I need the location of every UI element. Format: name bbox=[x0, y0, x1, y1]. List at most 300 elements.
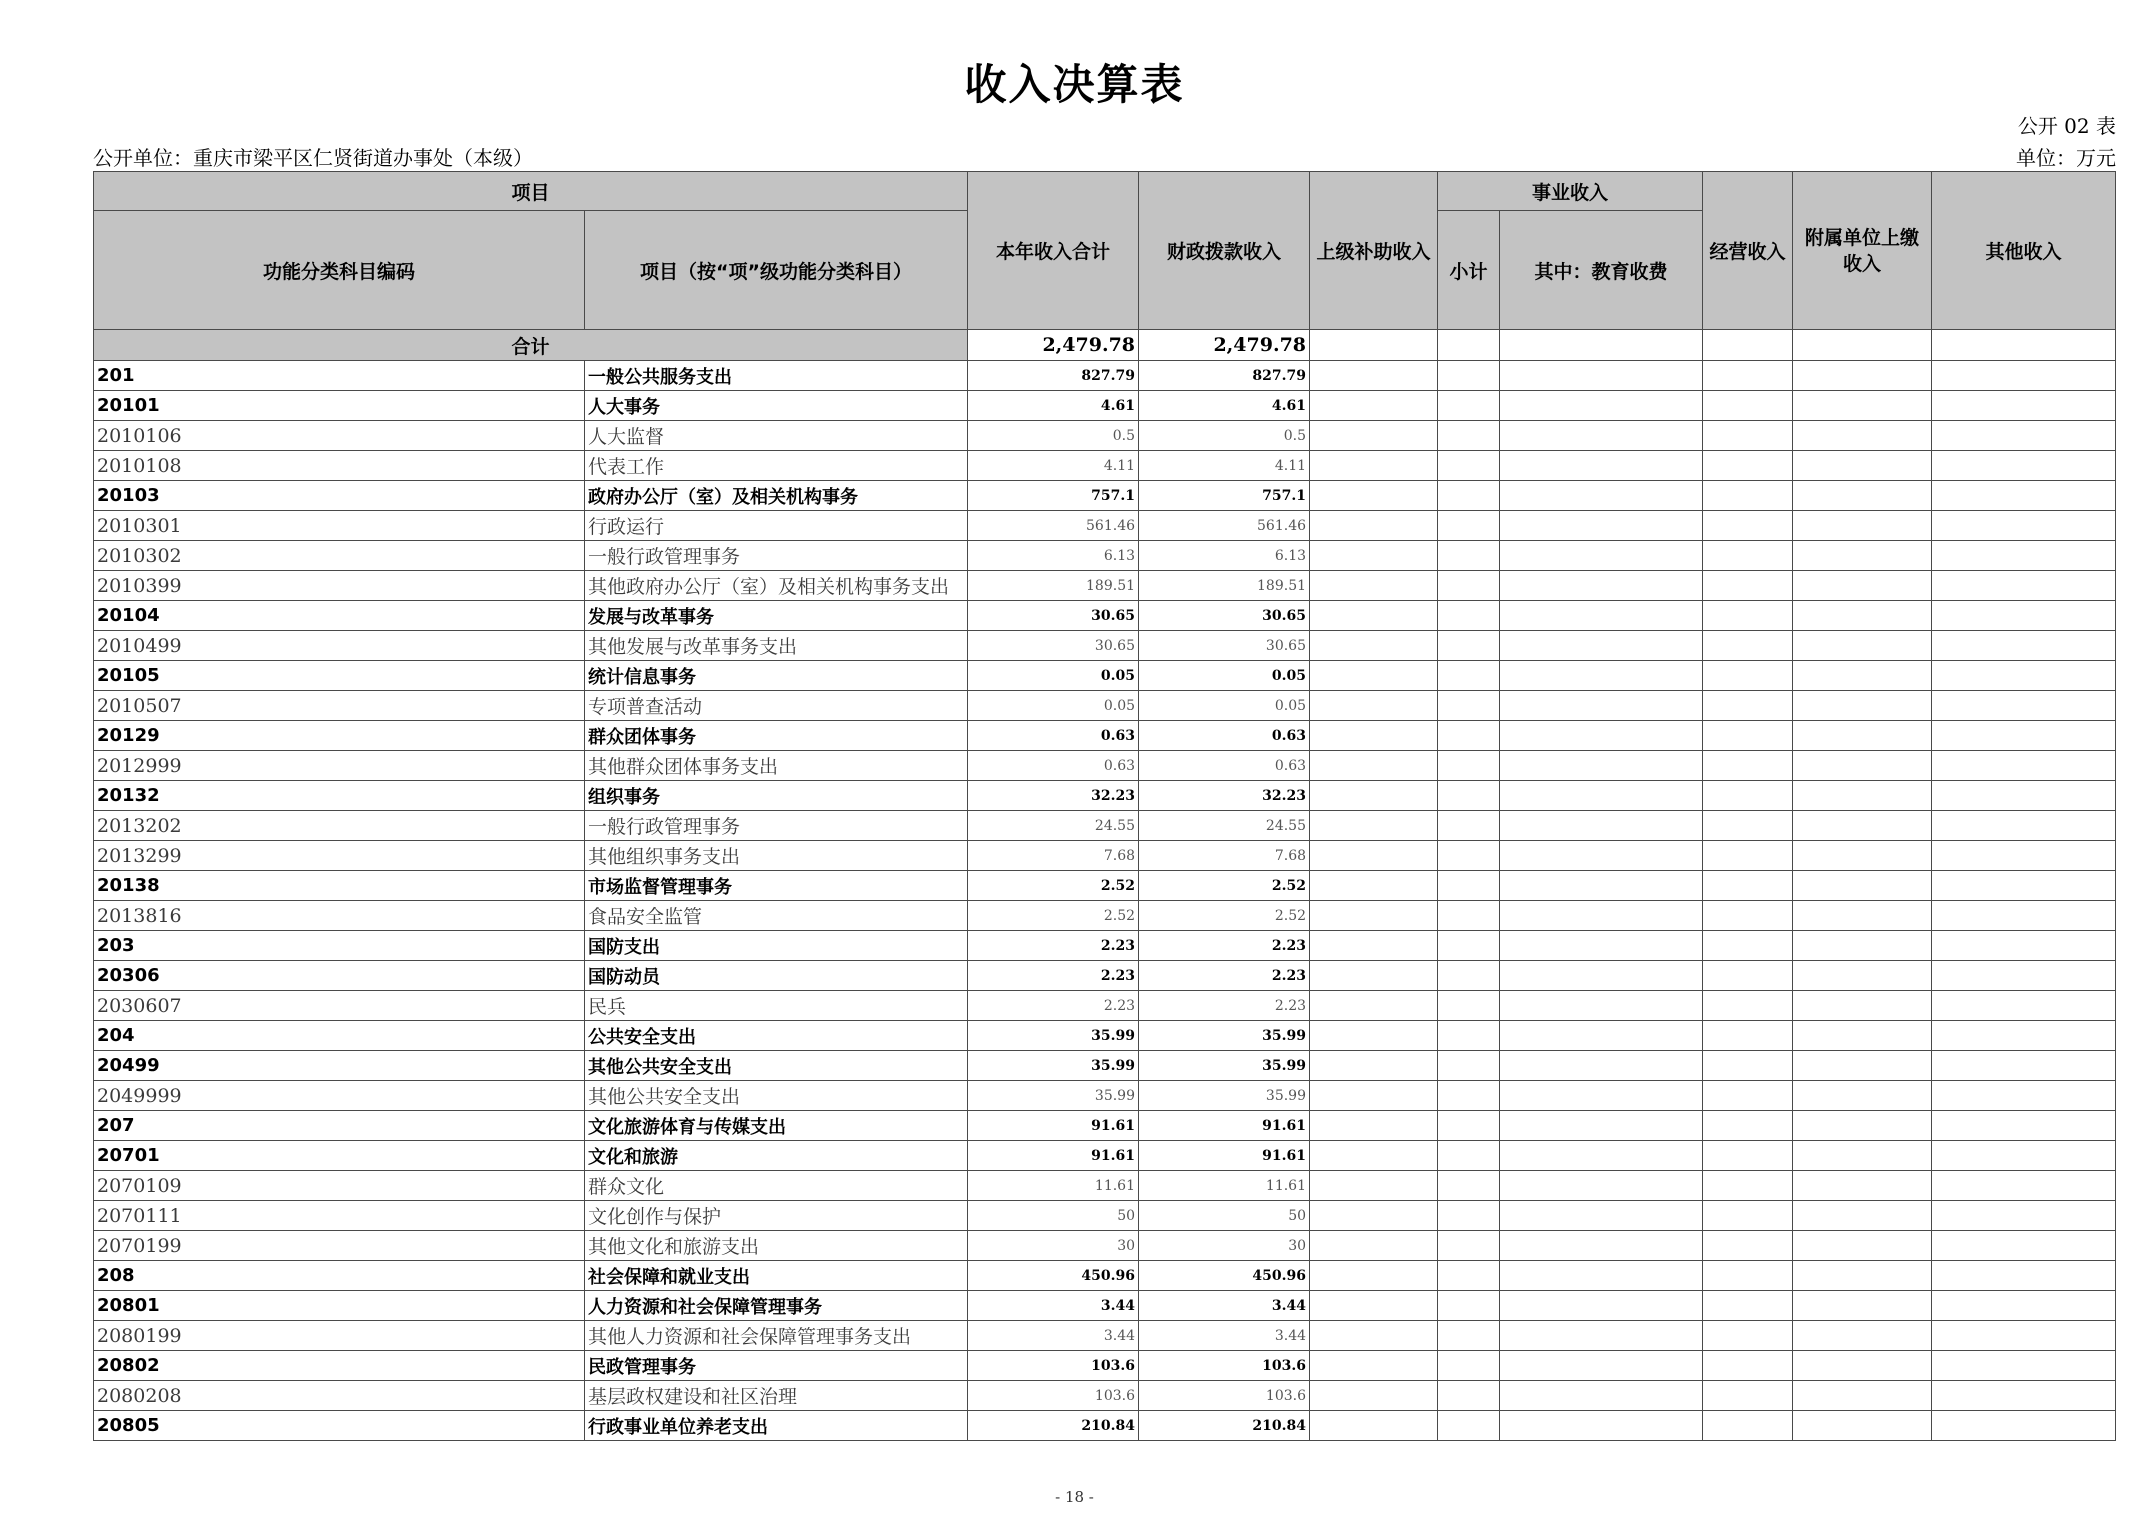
empty-cell bbox=[1438, 931, 1500, 961]
row-code: 20801 bbox=[94, 1291, 585, 1321]
row-code: 2010499 bbox=[94, 631, 585, 661]
empty-cell bbox=[1500, 931, 1703, 961]
empty-cell bbox=[1438, 811, 1500, 841]
empty-cell bbox=[1932, 1021, 2116, 1051]
empty-cell bbox=[1310, 721, 1438, 751]
empty-cell bbox=[1703, 811, 1793, 841]
empty-cell bbox=[1793, 841, 1932, 871]
row-code: 2013202 bbox=[94, 811, 585, 841]
empty-cell bbox=[1438, 1291, 1500, 1321]
empty-cell bbox=[1310, 661, 1438, 691]
row-fiscal-income: 30.65 bbox=[1139, 631, 1310, 661]
empty-cell bbox=[1703, 691, 1793, 721]
empty-cell bbox=[1932, 601, 2116, 631]
empty-cell bbox=[1438, 1111, 1500, 1141]
empty-cell bbox=[1793, 631, 1932, 661]
row-code: 204 bbox=[94, 1021, 585, 1051]
row-code: 2070111 bbox=[94, 1201, 585, 1231]
empty-cell bbox=[1438, 481, 1500, 511]
empty-cell bbox=[1500, 901, 1703, 931]
table-row bbox=[94, 901, 2116, 931]
table-row bbox=[94, 361, 2116, 391]
empty-cell bbox=[1793, 1051, 1932, 1081]
table-row bbox=[94, 1051, 2116, 1081]
row-total-income: 4.11 bbox=[968, 451, 1139, 481]
row-total-income: 2.23 bbox=[968, 931, 1139, 961]
row-item-name: 其他人力资源和社会保障管理事务支出 bbox=[585, 1321, 968, 1351]
empty-cell bbox=[1500, 571, 1703, 601]
row-total-income: 0.5 bbox=[968, 421, 1139, 451]
total-row bbox=[94, 330, 2116, 361]
row-fiscal-income: 3.44 bbox=[1139, 1291, 1310, 1321]
empty-cell bbox=[1500, 631, 1703, 661]
table-row bbox=[94, 421, 2116, 451]
empty-cell bbox=[1500, 721, 1703, 751]
table-row bbox=[94, 451, 2116, 481]
empty-cell bbox=[1500, 841, 1703, 871]
row-item-name: 文化创作与保护 bbox=[585, 1201, 968, 1231]
row-code: 2080199 bbox=[94, 1321, 585, 1351]
row-total-income: 7.68 bbox=[968, 841, 1139, 871]
empty-cell bbox=[1932, 1381, 2116, 1411]
empty-cell bbox=[1438, 1411, 1500, 1441]
empty-cell bbox=[1793, 1231, 1932, 1261]
row-total-income: 2.23 bbox=[968, 961, 1139, 991]
table-row bbox=[94, 781, 2116, 811]
empty-cell bbox=[1932, 751, 2116, 781]
empty-cell bbox=[1793, 541, 1932, 571]
empty-cell bbox=[1438, 1141, 1500, 1171]
empty-cell bbox=[1500, 511, 1703, 541]
row-total-income: 757.1 bbox=[968, 481, 1139, 511]
empty-cell bbox=[1703, 931, 1793, 961]
empty-cell bbox=[1932, 631, 2116, 661]
empty-cell bbox=[1500, 1081, 1703, 1111]
empty-cell bbox=[1793, 961, 1932, 991]
empty-cell bbox=[1500, 1171, 1703, 1201]
table-row bbox=[94, 1201, 2116, 1231]
empty-cell bbox=[1703, 330, 1793, 361]
table-row bbox=[94, 571, 2116, 601]
empty-cell bbox=[1500, 481, 1703, 511]
row-code: 20105 bbox=[94, 661, 585, 691]
empty-cell bbox=[1500, 1051, 1703, 1081]
empty-cell bbox=[1438, 330, 1500, 361]
row-total-income: 0.63 bbox=[968, 751, 1139, 781]
table-row bbox=[94, 1111, 2116, 1141]
empty-cell bbox=[1932, 391, 2116, 421]
empty-cell bbox=[1438, 1381, 1500, 1411]
row-item-name: 群众团体事务 bbox=[585, 721, 968, 751]
empty-cell bbox=[1500, 541, 1703, 571]
empty-cell bbox=[1310, 811, 1438, 841]
row-fiscal-income: 35.99 bbox=[1139, 1081, 1310, 1111]
empty-cell bbox=[1932, 1351, 2116, 1381]
empty-cell bbox=[1500, 811, 1703, 841]
empty-cell bbox=[1438, 901, 1500, 931]
empty-cell bbox=[1703, 871, 1793, 901]
row-total-income: 35.99 bbox=[968, 1021, 1139, 1051]
empty-cell bbox=[1793, 511, 1932, 541]
empty-cell bbox=[1932, 421, 2116, 451]
empty-cell bbox=[1932, 1051, 2116, 1081]
empty-cell bbox=[1310, 511, 1438, 541]
empty-cell bbox=[1703, 421, 1793, 451]
empty-cell bbox=[1310, 931, 1438, 961]
header-subtotal: 小计 bbox=[1438, 211, 1500, 330]
empty-cell bbox=[1500, 781, 1703, 811]
empty-cell bbox=[1438, 1171, 1500, 1201]
row-total-income: 50 bbox=[968, 1201, 1139, 1231]
row-total-income: 11.61 bbox=[968, 1171, 1139, 1201]
empty-cell bbox=[1703, 451, 1793, 481]
row-fiscal-income: 4.11 bbox=[1139, 451, 1310, 481]
empty-cell bbox=[1793, 751, 1932, 781]
row-total-income: 3.44 bbox=[968, 1321, 1139, 1351]
row-fiscal-income: 30.65 bbox=[1139, 601, 1310, 631]
row-code: 203 bbox=[94, 931, 585, 961]
empty-cell bbox=[1932, 871, 2116, 901]
empty-cell bbox=[1703, 1411, 1793, 1441]
empty-cell bbox=[1793, 330, 1932, 361]
empty-cell bbox=[1703, 1291, 1793, 1321]
empty-cell bbox=[1703, 1021, 1793, 1051]
empty-cell bbox=[1438, 1231, 1500, 1261]
header-fiscal: 财政拨款收入 bbox=[1139, 172, 1310, 330]
empty-cell bbox=[1438, 871, 1500, 901]
empty-cell bbox=[1793, 1201, 1932, 1231]
row-item-name: 统计信息事务 bbox=[585, 661, 968, 691]
empty-cell bbox=[1932, 1201, 2116, 1231]
empty-cell bbox=[1310, 1231, 1438, 1261]
empty-cell bbox=[1438, 661, 1500, 691]
table-row bbox=[94, 1411, 2116, 1441]
empty-cell bbox=[1500, 991, 1703, 1021]
empty-cell bbox=[1310, 1081, 1438, 1111]
reporting-unit: 公开单位：重庆市梁平区仁贤街道办事处（本级） bbox=[93, 146, 533, 170]
header-superior: 上级补助收入 bbox=[1310, 172, 1438, 330]
empty-cell bbox=[1793, 661, 1932, 691]
row-fiscal-income: 450.96 bbox=[1139, 1261, 1310, 1291]
empty-cell bbox=[1703, 1321, 1793, 1351]
row-fiscal-income: 0.05 bbox=[1139, 661, 1310, 691]
row-item-name: 民兵 bbox=[585, 991, 968, 1021]
row-code: 2030607 bbox=[94, 991, 585, 1021]
row-code: 20802 bbox=[94, 1351, 585, 1381]
table-row bbox=[94, 811, 2116, 841]
empty-cell bbox=[1932, 931, 2116, 961]
empty-cell bbox=[1500, 661, 1703, 691]
empty-cell bbox=[1310, 631, 1438, 661]
table-row bbox=[94, 1351, 2116, 1381]
row-item-name: 国防支出 bbox=[585, 931, 968, 961]
row-fiscal-income: 2.23 bbox=[1139, 961, 1310, 991]
header-name: 项目（按“项”级功能分类科目） bbox=[585, 211, 968, 330]
row-item-name: 发展与改革事务 bbox=[585, 601, 968, 631]
empty-cell bbox=[1932, 691, 2116, 721]
income-table bbox=[93, 171, 2116, 1441]
empty-cell bbox=[1310, 571, 1438, 601]
row-fiscal-income: 2.23 bbox=[1139, 931, 1310, 961]
empty-cell bbox=[1438, 841, 1500, 871]
empty-cell bbox=[1703, 1261, 1793, 1291]
row-fiscal-income: 561.46 bbox=[1139, 511, 1310, 541]
empty-cell bbox=[1310, 481, 1438, 511]
empty-cell bbox=[1500, 1201, 1703, 1231]
table-row bbox=[94, 721, 2116, 751]
row-code: 2010106 bbox=[94, 421, 585, 451]
empty-cell bbox=[1438, 631, 1500, 661]
row-fiscal-income: 11.61 bbox=[1139, 1171, 1310, 1201]
empty-cell bbox=[1703, 1051, 1793, 1081]
row-fiscal-income: 0.63 bbox=[1139, 721, 1310, 751]
empty-cell bbox=[1500, 1141, 1703, 1171]
empty-cell bbox=[1932, 571, 2116, 601]
empty-cell bbox=[1932, 451, 2116, 481]
empty-cell bbox=[1310, 781, 1438, 811]
row-code: 20805 bbox=[94, 1411, 585, 1441]
row-fiscal-income: 2.23 bbox=[1139, 991, 1310, 1021]
row-code: 2012999 bbox=[94, 751, 585, 781]
row-fiscal-income: 189.51 bbox=[1139, 571, 1310, 601]
row-item-name: 其他发展与改革事务支出 bbox=[585, 631, 968, 661]
empty-cell bbox=[1500, 1351, 1703, 1381]
header-affiliated: 附属单位上缴收入 bbox=[1793, 172, 1932, 330]
empty-cell bbox=[1932, 721, 2116, 751]
empty-cell bbox=[1438, 1051, 1500, 1081]
empty-cell bbox=[1932, 361, 2116, 391]
row-item-name: 一般行政管理事务 bbox=[585, 811, 968, 841]
row-item-name: 文化和旅游 bbox=[585, 1141, 968, 1171]
row-code: 2070199 bbox=[94, 1231, 585, 1261]
row-fiscal-income: 757.1 bbox=[1139, 481, 1310, 511]
header-project: 项目 bbox=[94, 172, 968, 211]
row-fiscal-income: 0.05 bbox=[1139, 691, 1310, 721]
table-row bbox=[94, 1291, 2116, 1321]
table-row bbox=[94, 481, 2116, 511]
table-row bbox=[94, 631, 2116, 661]
empty-cell bbox=[1932, 1321, 2116, 1351]
empty-cell bbox=[1793, 1291, 1932, 1321]
table-row bbox=[94, 601, 2116, 631]
empty-cell bbox=[1703, 661, 1793, 691]
empty-cell bbox=[1438, 1321, 1500, 1351]
empty-cell bbox=[1793, 931, 1932, 961]
empty-cell bbox=[1793, 691, 1932, 721]
row-total-income: 6.13 bbox=[968, 541, 1139, 571]
row-item-name: 人大监督 bbox=[585, 421, 968, 451]
row-item-name: 其他群众团体事务支出 bbox=[585, 751, 968, 781]
empty-cell bbox=[1500, 961, 1703, 991]
header-operating: 经营收入 bbox=[1703, 172, 1793, 330]
row-fiscal-income: 210.84 bbox=[1139, 1411, 1310, 1441]
row-item-name: 行政运行 bbox=[585, 511, 968, 541]
empty-cell bbox=[1500, 421, 1703, 451]
empty-cell bbox=[1703, 1171, 1793, 1201]
empty-cell bbox=[1310, 1051, 1438, 1081]
row-code: 20104 bbox=[94, 601, 585, 631]
row-fiscal-income: 30 bbox=[1139, 1231, 1310, 1261]
row-total-income: 30.65 bbox=[968, 631, 1139, 661]
header-edu: 其中：教育收费 bbox=[1500, 211, 1703, 330]
empty-cell bbox=[1932, 1171, 2116, 1201]
empty-cell bbox=[1310, 1111, 1438, 1141]
empty-cell bbox=[1793, 1111, 1932, 1141]
empty-cell bbox=[1793, 1381, 1932, 1411]
header-row-1 bbox=[94, 172, 2116, 211]
empty-cell bbox=[1793, 1141, 1932, 1171]
empty-cell bbox=[1793, 361, 1932, 391]
table-row bbox=[94, 991, 2116, 1021]
empty-cell bbox=[1703, 961, 1793, 991]
row-item-name: 人力资源和社会保障管理事务 bbox=[585, 1291, 968, 1321]
empty-cell bbox=[1703, 631, 1793, 661]
empty-cell bbox=[1500, 691, 1703, 721]
table-row bbox=[94, 1081, 2116, 1111]
empty-cell bbox=[1703, 1351, 1793, 1381]
empty-cell bbox=[1703, 391, 1793, 421]
empty-cell bbox=[1703, 481, 1793, 511]
row-fiscal-income: 91.61 bbox=[1139, 1141, 1310, 1171]
row-code: 20306 bbox=[94, 961, 585, 991]
row-code: 20499 bbox=[94, 1051, 585, 1081]
row-item-name: 其他政府办公厅（室）及相关机构事务支出 bbox=[585, 571, 968, 601]
empty-cell bbox=[1703, 781, 1793, 811]
empty-cell bbox=[1932, 541, 2116, 571]
empty-cell bbox=[1310, 601, 1438, 631]
total-income: 2,479.78 bbox=[968, 330, 1139, 361]
header-total: 本年收入合计 bbox=[968, 172, 1139, 330]
row-item-name: 文化旅游体育与传媒支出 bbox=[585, 1111, 968, 1141]
empty-cell bbox=[1703, 841, 1793, 871]
row-total-income: 35.99 bbox=[968, 1081, 1139, 1111]
empty-cell bbox=[1310, 751, 1438, 781]
row-total-income: 35.99 bbox=[968, 1051, 1139, 1081]
row-item-name: 一般公共服务支出 bbox=[585, 361, 968, 391]
row-code: 20103 bbox=[94, 481, 585, 511]
row-code: 201 bbox=[94, 361, 585, 391]
empty-cell bbox=[1500, 1381, 1703, 1411]
table-row bbox=[94, 1171, 2116, 1201]
empty-cell bbox=[1932, 1411, 2116, 1441]
row-code: 2010108 bbox=[94, 451, 585, 481]
empty-cell bbox=[1310, 901, 1438, 931]
table-row bbox=[94, 1381, 2116, 1411]
header-code: 功能分类科目编码 bbox=[94, 211, 585, 330]
row-total-income: 91.61 bbox=[968, 1111, 1139, 1141]
row-fiscal-income: 6.13 bbox=[1139, 541, 1310, 571]
header-business: 事业收入 bbox=[1438, 172, 1703, 211]
empty-cell bbox=[1793, 481, 1932, 511]
empty-cell bbox=[1310, 841, 1438, 871]
empty-cell bbox=[1703, 1231, 1793, 1261]
empty-cell bbox=[1438, 391, 1500, 421]
row-item-name: 一般行政管理事务 bbox=[585, 541, 968, 571]
empty-cell bbox=[1703, 1141, 1793, 1171]
row-item-name: 行政事业单位养老支出 bbox=[585, 1411, 968, 1441]
empty-cell bbox=[1932, 1231, 2116, 1261]
row-fiscal-income: 3.44 bbox=[1139, 1321, 1310, 1351]
empty-cell bbox=[1703, 991, 1793, 1021]
empty-cell bbox=[1932, 511, 2116, 541]
row-item-name: 代表工作 bbox=[585, 451, 968, 481]
row-fiscal-income: 0.5 bbox=[1139, 421, 1310, 451]
empty-cell bbox=[1500, 391, 1703, 421]
empty-cell bbox=[1500, 871, 1703, 901]
empty-cell bbox=[1310, 391, 1438, 421]
empty-cell bbox=[1703, 541, 1793, 571]
row-item-name: 社会保障和就业支出 bbox=[585, 1261, 968, 1291]
empty-cell bbox=[1310, 1021, 1438, 1051]
empty-cell bbox=[1703, 721, 1793, 751]
empty-cell bbox=[1932, 1141, 2116, 1171]
table-row bbox=[94, 391, 2116, 421]
empty-cell bbox=[1932, 991, 2116, 1021]
header-other: 其他收入 bbox=[1932, 172, 2116, 330]
empty-cell bbox=[1310, 961, 1438, 991]
table-row bbox=[94, 1261, 2116, 1291]
empty-cell bbox=[1500, 1021, 1703, 1051]
empty-cell bbox=[1793, 601, 1932, 631]
empty-cell bbox=[1500, 1261, 1703, 1291]
empty-cell bbox=[1438, 961, 1500, 991]
row-fiscal-income: 7.68 bbox=[1139, 841, 1310, 871]
empty-cell bbox=[1932, 481, 2116, 511]
empty-cell bbox=[1932, 1291, 2116, 1321]
empty-cell bbox=[1793, 901, 1932, 931]
row-total-income: 210.84 bbox=[968, 1411, 1139, 1441]
row-total-income: 2.52 bbox=[968, 901, 1139, 931]
empty-cell bbox=[1793, 1411, 1932, 1441]
row-code: 2049999 bbox=[94, 1081, 585, 1111]
total-fiscal: 2,479.78 bbox=[1139, 330, 1310, 361]
form-number: 公开 02 表 bbox=[2017, 114, 2116, 138]
table-row bbox=[94, 931, 2116, 961]
empty-cell bbox=[1793, 1021, 1932, 1051]
empty-cell bbox=[1500, 451, 1703, 481]
page-number: - 18 - bbox=[1055, 1488, 1094, 1506]
row-total-income: 2.23 bbox=[968, 991, 1139, 1021]
empty-cell bbox=[1500, 330, 1703, 361]
empty-cell bbox=[1438, 421, 1500, 451]
empty-cell bbox=[1703, 901, 1793, 931]
row-fiscal-income: 827.79 bbox=[1139, 361, 1310, 391]
empty-cell bbox=[1793, 391, 1932, 421]
empty-cell bbox=[1310, 1201, 1438, 1231]
empty-cell bbox=[1310, 541, 1438, 571]
row-total-income: 30.65 bbox=[968, 601, 1139, 631]
empty-cell bbox=[1438, 751, 1500, 781]
row-fiscal-income: 91.61 bbox=[1139, 1111, 1310, 1141]
row-total-income: 4.61 bbox=[968, 391, 1139, 421]
row-code: 20701 bbox=[94, 1141, 585, 1171]
empty-cell bbox=[1310, 1411, 1438, 1441]
table-row bbox=[94, 541, 2116, 571]
empty-cell bbox=[1500, 1411, 1703, 1441]
empty-cell bbox=[1703, 1201, 1793, 1231]
row-item-name: 专项普查活动 bbox=[585, 691, 968, 721]
row-item-name: 公共安全支出 bbox=[585, 1021, 968, 1051]
row-code: 2013816 bbox=[94, 901, 585, 931]
row-total-income: 30 bbox=[968, 1231, 1139, 1261]
page-title: 收入决算表 bbox=[964, 60, 1185, 109]
row-total-income: 0.63 bbox=[968, 721, 1139, 751]
empty-cell bbox=[1703, 1381, 1793, 1411]
empty-cell bbox=[1793, 1171, 1932, 1201]
empty-cell bbox=[1310, 991, 1438, 1021]
row-total-income: 103.6 bbox=[968, 1381, 1139, 1411]
row-fiscal-income: 35.99 bbox=[1139, 1051, 1310, 1081]
